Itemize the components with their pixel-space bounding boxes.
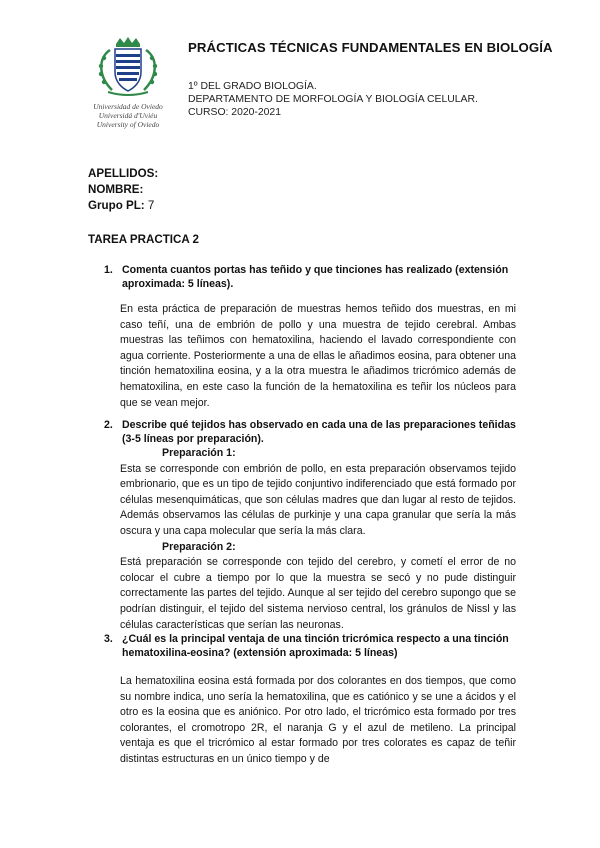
question-text: Describe qué tejidos has observado en cada una de las preparaciones teñidas (3-5 líneas por preparación). bbox=[122, 419, 516, 445]
preparation-2-text: Está preparación se corresponde con tejido del cerebro, y cometí el error de no colocar el cubre a tiempo por lo que la muestra se secó y no pude distinguir correctamente las partes del tejido. Aunque al ser tejido del cerebro supongo que se podrían distinguir, el tejido del sistema nervioso central, los gránulos de Nissl y las células características que serían las neuronas. bbox=[120, 556, 516, 631]
preparation-1-label: Preparación 1: bbox=[162, 447, 236, 459]
student-identity bbox=[88, 166, 158, 214]
answer-3 bbox=[120, 674, 516, 768]
question-1 bbox=[104, 263, 516, 291]
question-number: 1. bbox=[104, 264, 113, 276]
group-label: Grupo PL: bbox=[88, 199, 145, 212]
logo-caption-line-2: Universidá d'Uviéu bbox=[98, 111, 158, 120]
preparation-2-label: Preparación 2: bbox=[162, 540, 236, 553]
task-title: TAREA PRACTICA 2 bbox=[88, 233, 200, 246]
department: DEPARTAMENTO DE MORFOLOGÍA Y BIOLOGÍA CELULAR. bbox=[188, 94, 478, 105]
university-logo bbox=[80, 36, 176, 129]
question-text: Comenta cuantos portas has teñido y que tinciones has realizado (extensión aproximada: 5 líneas). bbox=[122, 264, 509, 290]
answer-2 bbox=[120, 446, 516, 633]
answer-text: En esta práctica de preparación de muestras hemos teñido dos muestras, en mi caso teñí, una de embrión de pollo y una muestra de tejido cerebral. Ambas muestras las teñimos con hematoxilina, haciendo el lavado correspondiente con agua corriente. Posteriormente a una de ellas le añadimos eosina, para obtener una tinción hematoxilina eosina, y a la otra muestra le añadimos tricrómico además de hematoxilina, en este caso la función de la hematoxilina es teñir los núcleos para que se vean mejor. bbox=[120, 303, 516, 409]
question-3 bbox=[104, 632, 516, 660]
surname-label: APELLIDOS: bbox=[88, 167, 159, 180]
question-number: 2. bbox=[104, 419, 113, 431]
answer-1 bbox=[120, 302, 516, 411]
logo-caption-line-1: Universidad de Oviedo bbox=[93, 102, 163, 111]
logo-caption-line-3: University of Oviedo bbox=[96, 120, 160, 129]
name-label: NOMBRE: bbox=[88, 183, 144, 196]
preparation-1-text: Esta se corresponde con embrión de pollo, en esta preparación observamos tejido embrionario, que es un tipo de tejido conjuntivo indiferenciado que está formado por células mesenquimáticas, que son células madres que dan lugar al resto de tejidos. Además observamos las células de purkinje y una capa granular que sería la más oscura y una capa molecular que sería la más clara. bbox=[120, 462, 516, 537]
document-title: PRÁCTICAS TÉCNICAS FUNDAMENTALES EN BIOLOGÍA bbox=[188, 40, 553, 55]
group-value: 7 bbox=[147, 199, 155, 212]
question-number: 3. bbox=[104, 633, 113, 645]
answer-text: La hematoxilina eosina está formada por dos colorantes en dos tiempos, que como su nombre indica, uno sería la hematoxilina, que es catiónico y se une a ácidos y el otro es la eosina que es aniónico. Por otro lado, el tricrómico esta formado por tres colorantes, el cromotropo 2R, el naranja G y el azul de metileno. La principal ventaja es que el tricrómico al estar formado por tres colorates es capaz de teñir distintas estructuras en un único tiempo y de bbox=[120, 675, 516, 765]
question-text: ¿Cuál es la principal ventaja de una tinción tricrómica respecto a una tinción hematoxilina-eosina? (extensión aproximada: 5 líneas) bbox=[122, 633, 509, 659]
academic-year: CURSO: 2020-2021 bbox=[188, 107, 281, 118]
question-2 bbox=[104, 418, 516, 446]
logo-caption bbox=[80, 102, 176, 129]
course-year: 1º DEL GRADO BIOLOGÍA. bbox=[188, 81, 317, 92]
group-row bbox=[88, 198, 158, 214]
course-info bbox=[188, 80, 478, 119]
university-crest-icon bbox=[88, 36, 168, 98]
